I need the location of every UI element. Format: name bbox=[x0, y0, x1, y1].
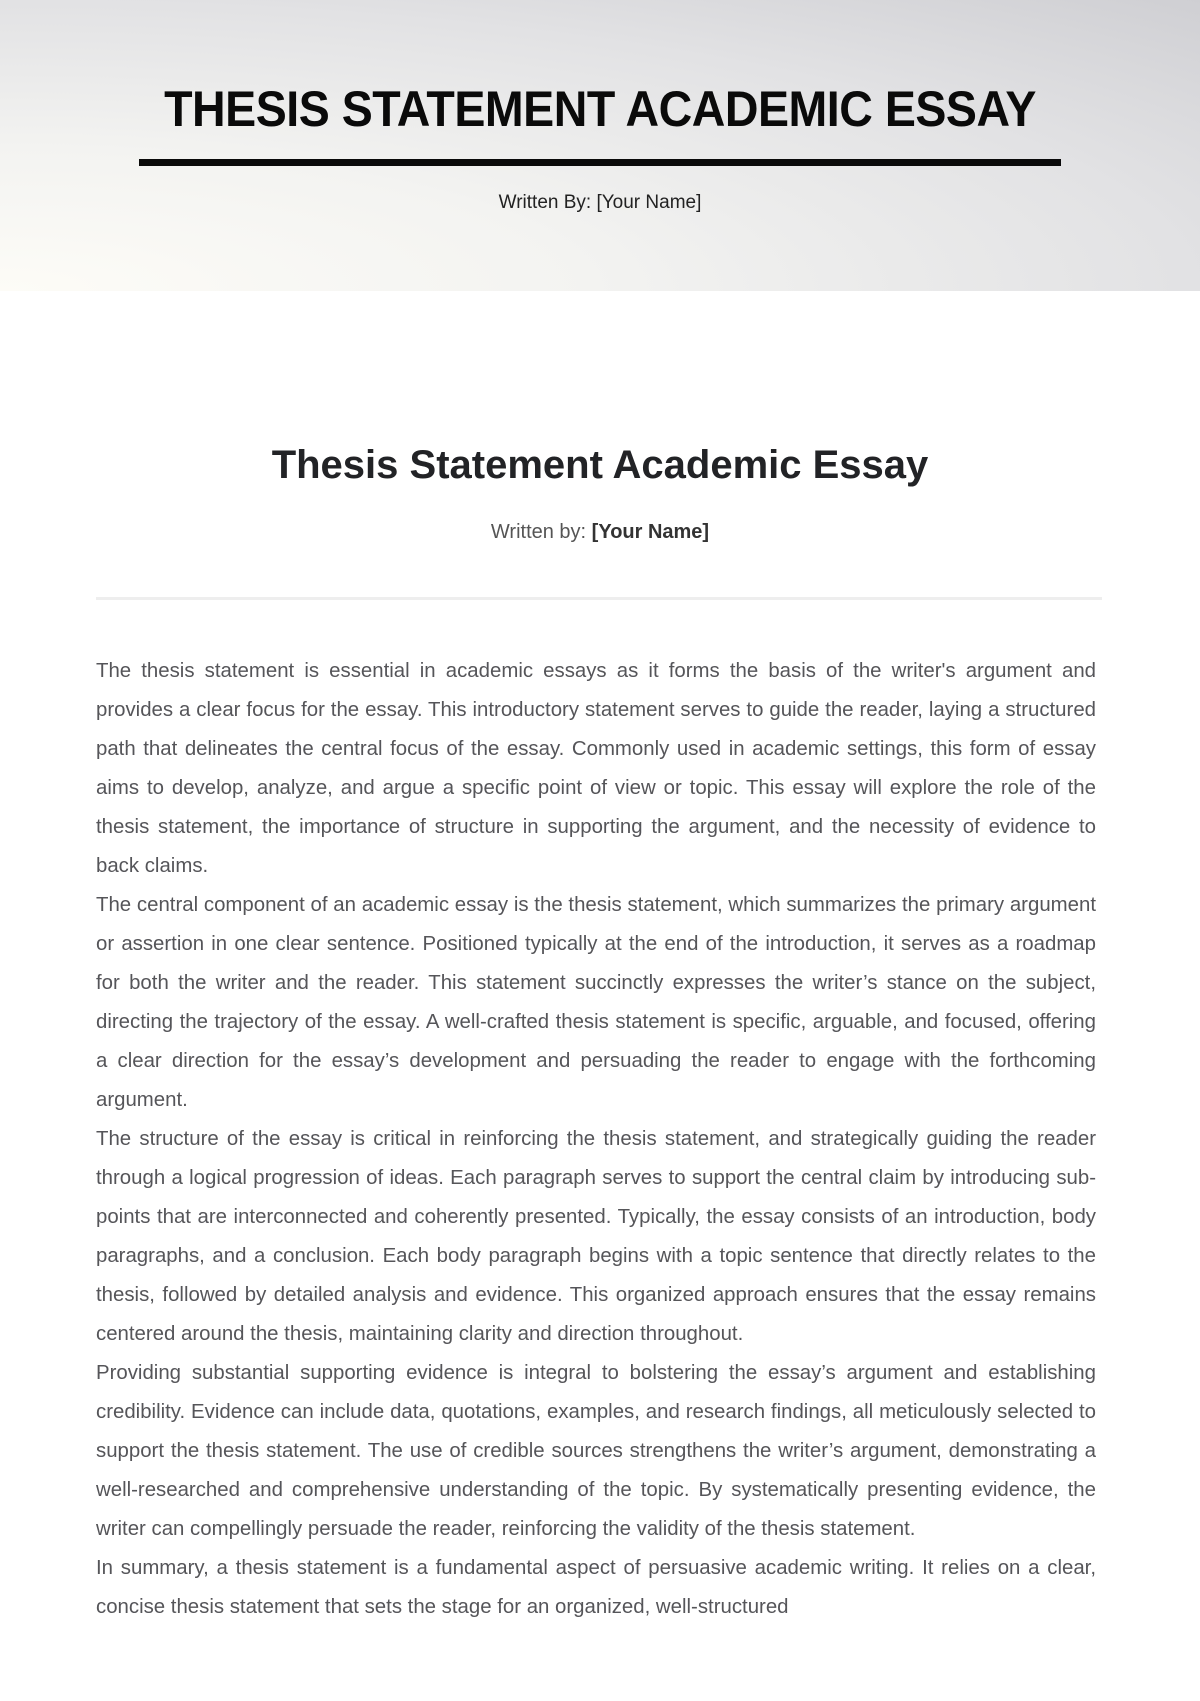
document-title: Thesis Statement Academic Essay bbox=[271, 443, 929, 487]
paragraph-introduction: The thesis statement is essential in academic essays as it forms the basis of the writer's argument and provides a clear focus for the essay. This introductory statement serves to guide the reader, laying a structured path that delineates the central focus of the essay. Commonly used in academic settings, this form of essay aims to develop, analyze, and argue a specific point of view or topic. This essay will explore the role of the thesis statement, the importance of structure in supporting the argument, and the necessity of evidence to back claims. bbox=[96, 660, 1096, 877]
header-banner bbox=[0, 0, 1200, 291]
author-label: Written by: bbox=[490, 521, 587, 543]
document-author bbox=[0, 521, 1200, 544]
banner-divider bbox=[139, 159, 1061, 166]
paragraph-summary: In summary, a thesis statement is a fundamental aspect of persuasive academic writing. It relies on a clear, concise thesis statement that sets the stage for an organized, well-structured bbox=[96, 1557, 1096, 1618]
section-divider bbox=[96, 597, 1102, 600]
banner-title: THESIS STATEMENT ACADEMIC ESSAY bbox=[164, 81, 1036, 137]
author-name: [Your Name] bbox=[591, 521, 710, 543]
paragraph-evidence: Providing substantial supporting evidence is integral to bolstering the essay’s argument and establishing credibility. Evidence can include data, quotations, examples, and research findings, all meticulously selected to support the thesis statement. The use of credible sources strengthens the writer’s argument, demonstrating a well-researched and comprehensive understanding of the topic. By systematically presenting evidence, the writer can compellingly persuade the reader, reinforcing the validity of the thesis statement. bbox=[96, 1362, 1096, 1540]
paragraph-thesis: The central component of an academic essay is the thesis statement, which summarizes the primary argument or assertion in one clear sentence. Positioned typically at the end of the introduction, it serves as a roadmap for both the writer and the reader. This statement succinctly expresses the writer’s stance on the subject, directing the trajectory of the essay. A well-crafted thesis statement is specific, arguable, and focused, offering a clear direction for the essay’s development and persuading the reader to engage with the forthcoming argument. bbox=[96, 894, 1096, 1111]
banner-author: Written By: [Your Name] bbox=[498, 192, 702, 213]
essay-body bbox=[96, 652, 1096, 1627]
paragraph-structure: The structure of the essay is critical in reinforcing the thesis statement, and strategically guiding the reader through a logical progression of ideas. Each paragraph serves to support the central claim by introducing sub-points that are interconnected and coherently presented. Typically, the essay consists of an introduction, body paragraphs, and a conclusion. Each body paragraph begins with a topic sentence that directly relates to the thesis, followed by detailed analysis and evidence. This organized approach ensures that the essay remains centered around the thesis, maintaining clarity and direction throughout. bbox=[96, 1128, 1096, 1345]
